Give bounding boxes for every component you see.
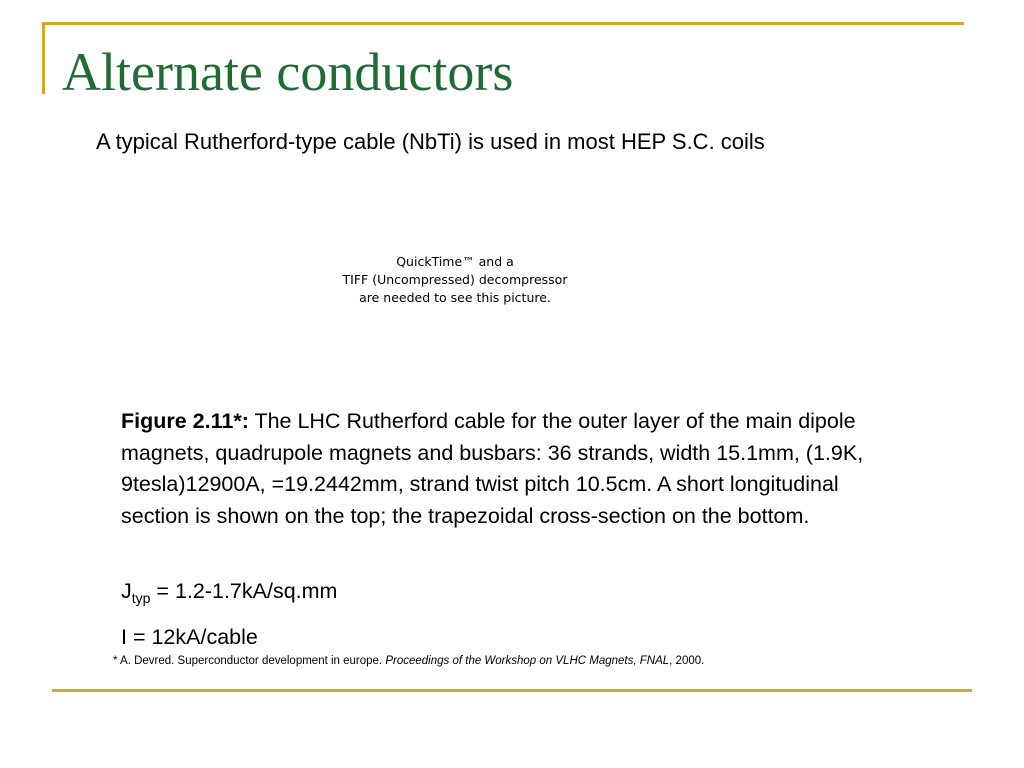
placeholder-line-2: TIFF (Uncompressed) decompressor — [342, 272, 568, 287]
title-accent-top-rule — [42, 22, 964, 25]
figure-caption — [121, 406, 881, 532]
slide-subtitle: A typical Rutherford-type cable (NbTi) is used in most HEP S.C. coils — [96, 129, 765, 154]
current-density-value: = 1.2-1.7kA/sq.mm — [150, 579, 338, 603]
figure-label: Figure 2.11*: — [121, 409, 249, 433]
footnote-italic: Proceedings of the Workshop on VLHC Magnets, FNAL — [385, 655, 670, 667]
current-density-subscript: typ — [131, 590, 151, 606]
missing-image-placeholder — [320, 253, 590, 307]
placeholder-line-3: are needed to see this picture. — [359, 290, 551, 305]
figure-caption-text: The LHC Rutherford cable for the outer layer of the main dipole magnets, quadrupole magnets and busbars: 36 strands, width 15.1mm, (1.9K, 9tesla)12900A, =19.2442mm, strand twist pitch 10.5cm. A short longitudinal section is shown on the top; the trapezoidal cross-section on the bottom. — [121, 409, 864, 528]
current-density-symbol: J — [121, 579, 132, 603]
footnote — [113, 653, 704, 669]
bottom-rule — [52, 689, 972, 692]
slide-title: Alternate conductors — [62, 42, 514, 102]
placeholder-line-1: QuickTime™ and a — [396, 254, 514, 269]
title-accent-vertical-rule — [42, 22, 45, 94]
current-density-line — [121, 577, 337, 605]
footnote-suffix: , 2000. — [669, 655, 705, 667]
footnote-prefix: * A. Devred. Superconductor development in europe. — [113, 655, 386, 667]
current-line: I = 12kA/cable — [121, 625, 258, 649]
